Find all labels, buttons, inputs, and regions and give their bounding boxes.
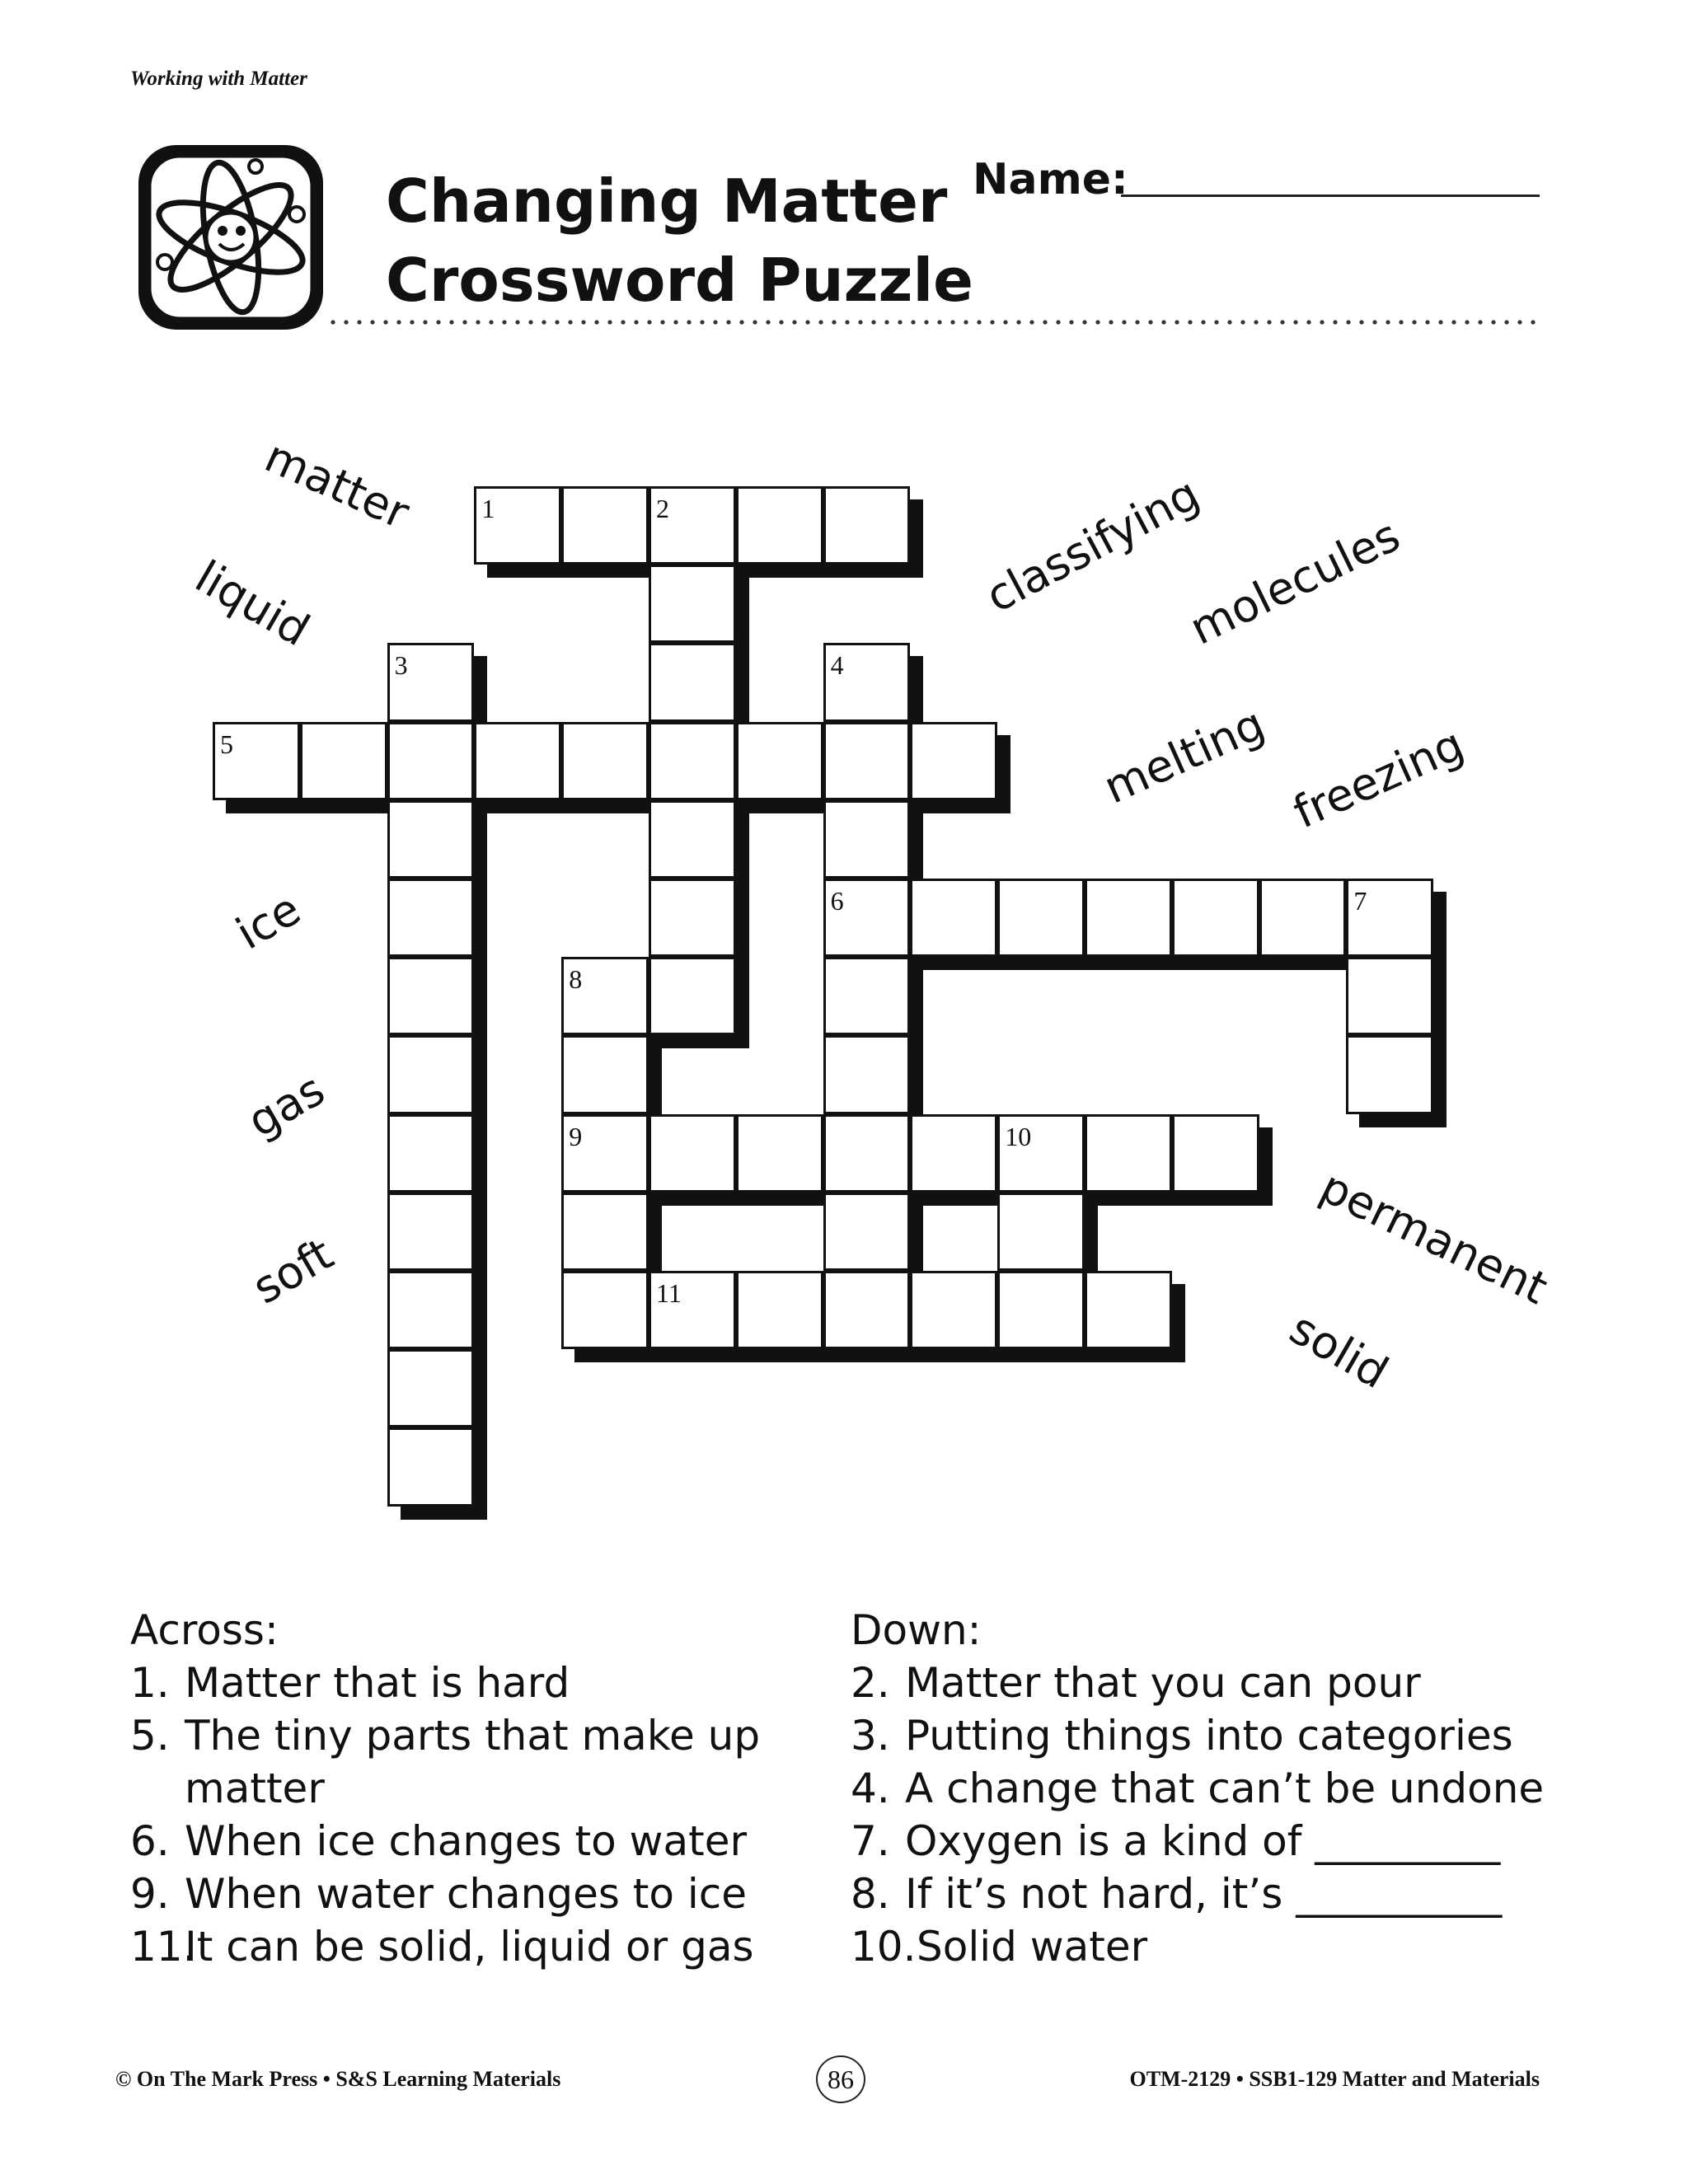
clue-text: When water changes to ice — [185, 1870, 748, 1918]
crossword-cell[interactable] — [910, 879, 997, 957]
title-line-2: Crossword Puzzle — [386, 246, 973, 315]
clue-number: 11 — [656, 1278, 682, 1308]
word-bank-melting: melting — [1096, 697, 1273, 814]
clue-text: When ice changes to water — [185, 1817, 748, 1865]
word-bank-freezing: freezing — [1286, 718, 1472, 839]
word-bank-liquid: liquid — [186, 551, 318, 657]
crossword-cell[interactable] — [649, 1271, 736, 1349]
clue-num: 2. — [851, 1659, 890, 1707]
crossword-cell[interactable] — [823, 800, 911, 879]
crossword-cell[interactable] — [823, 643, 911, 721]
clue-item — [130, 1815, 790, 1868]
clue-num: 4. — [851, 1765, 890, 1812]
word-bank-matter: matter — [257, 430, 417, 540]
clue-num: 9. — [130, 1870, 170, 1918]
clue-number: 3 — [394, 650, 408, 681]
clue-item — [851, 1762, 1592, 1815]
crossword-cell[interactable] — [823, 486, 911, 565]
clue-num: 5. — [130, 1712, 170, 1760]
clue-text: If it’s not hard, it’s __________ — [905, 1870, 1503, 1918]
crossword-cell[interactable] — [823, 722, 911, 800]
crossword-cell[interactable] — [823, 1035, 911, 1113]
crossword-cell[interactable] — [387, 1427, 475, 1506]
crossword-cell[interactable] — [387, 1114, 475, 1193]
crossword-cell[interactable] — [649, 957, 736, 1035]
clue-text: Putting things into categories — [905, 1712, 1513, 1760]
crossword-cell[interactable] — [1346, 879, 1433, 957]
clue-number: 1 — [481, 494, 495, 523]
word-bank-permanent: permanent — [1312, 1160, 1556, 1315]
crossword-cell[interactable] — [910, 722, 997, 800]
crossword-cell[interactable] — [1172, 879, 1259, 957]
crossword-cell[interactable] — [823, 1114, 911, 1193]
crossword-cell[interactable] — [561, 1035, 649, 1113]
crossword-cell[interactable] — [997, 1193, 1085, 1271]
clue-number: 5 — [220, 729, 233, 759]
crossword-cell[interactable] — [736, 1114, 823, 1193]
clue-number: 9 — [569, 1121, 583, 1151]
clue-num: 6. — [130, 1817, 170, 1865]
word-bank-gas: gas — [239, 1063, 334, 1148]
crossword-cell[interactable] — [649, 486, 736, 565]
clue-number: 7 — [1353, 886, 1367, 916]
crossword-cell[interactable] — [1259, 879, 1347, 957]
name-label: Name: — [973, 155, 1128, 204]
clue-text: The tiny parts that make up matter — [185, 1712, 761, 1812]
crossword-cell[interactable] — [300, 722, 387, 800]
crossword-cell[interactable] — [387, 1349, 475, 1427]
clue-num: 1. — [130, 1659, 170, 1707]
clue-item — [130, 1920, 790, 1973]
word-bank-classifying: classifying — [978, 467, 1208, 623]
footer-catalog: OTM-2129 • SSB1-129 Matter and Materials — [1129, 2067, 1540, 2091]
clue-num: 8. — [851, 1870, 890, 1918]
page-number: 86 — [816, 2055, 865, 2103]
clue-number: 6 — [830, 886, 844, 916]
clue-text: Matter that is hard — [185, 1659, 570, 1707]
crossword-cell[interactable] — [910, 1114, 997, 1193]
crossword-cell[interactable] — [387, 1193, 475, 1271]
crossword-cell[interactable] — [997, 879, 1085, 957]
crossword-cell[interactable] — [736, 1271, 823, 1349]
across-clues — [130, 1604, 790, 1973]
word-bank-solid: solid — [1281, 1302, 1397, 1399]
clue-item — [851, 1657, 1592, 1709]
clue-text: A change that can’t be undone — [905, 1765, 1545, 1812]
crossword-cell[interactable] — [387, 722, 475, 800]
clue-item — [130, 1657, 790, 1709]
series-title: Working with Matter — [130, 68, 307, 90]
crossword-cell[interactable] — [649, 879, 736, 957]
across-heading: Across: — [130, 1606, 279, 1654]
clue-num: 10. — [851, 1923, 917, 1971]
crossword-cell[interactable] — [649, 800, 736, 879]
word-bank-molecules: molecules — [1182, 509, 1409, 655]
crossword-cell[interactable] — [649, 565, 736, 643]
crossword-cell[interactable] — [561, 486, 649, 565]
clue-text: Solid water — [917, 1923, 1148, 1971]
down-clues — [851, 1604, 1592, 1973]
word-bank-soft: soft — [244, 1227, 342, 1315]
crossword-cell[interactable] — [561, 1271, 649, 1349]
crossword-cell[interactable] — [561, 1193, 649, 1271]
crossword-cell[interactable] — [387, 800, 475, 879]
clue-item — [851, 1815, 1592, 1868]
clue-number: 8 — [569, 964, 583, 995]
title-line-1: Changing Matter — [386, 166, 948, 236]
crossword-cell[interactable] — [823, 879, 911, 957]
crossword-cell[interactable] — [387, 879, 475, 957]
crossword-cell[interactable] — [1085, 1114, 1172, 1193]
clue-num: 7. — [851, 1817, 890, 1865]
clue-text: Oxygen is a kind of _________ — [905, 1817, 1501, 1865]
footer-copyright: © On The Mark Press • S&S Learning Materials — [115, 2067, 561, 2091]
crossword-cell[interactable] — [1346, 957, 1433, 1035]
crossword-cell[interactable] — [387, 1035, 475, 1113]
crossword-cell[interactable] — [736, 486, 823, 565]
crossword-cell[interactable] — [1172, 1114, 1259, 1193]
crossword-cell[interactable] — [387, 1271, 475, 1349]
clue-number: 10 — [1005, 1121, 1032, 1151]
crossword-cell[interactable] — [1085, 879, 1172, 957]
crossword-cell[interactable] — [823, 1193, 911, 1271]
crossword-cell[interactable] — [387, 957, 475, 1035]
crossword-cell[interactable] — [823, 957, 911, 1035]
clue-num: 3. — [851, 1712, 890, 1760]
clue-num: 11. — [130, 1923, 196, 1971]
crossword-cell[interactable] — [997, 1271, 1085, 1349]
crossword-cell[interactable] — [649, 722, 736, 800]
clue-text: Matter that you can pour — [905, 1659, 1421, 1707]
clue-item — [130, 1868, 790, 1920]
clue-item — [851, 1920, 1592, 1973]
word-bank-ice: ice — [227, 883, 309, 960]
crossword-cell[interactable] — [561, 1114, 649, 1193]
crossword-cell[interactable] — [997, 1114, 1085, 1193]
clue-text: It can be solid, liquid or gas — [185, 1923, 754, 1971]
crossword-cell[interactable] — [910, 1271, 997, 1349]
clue-item — [130, 1709, 790, 1815]
crossword-cell[interactable] — [1346, 1035, 1433, 1113]
crossword-cell[interactable] — [387, 643, 475, 721]
crossword-cell[interactable] — [213, 722, 300, 800]
crossword-cell[interactable] — [561, 957, 649, 1035]
crossword-cell[interactable] — [649, 1114, 736, 1193]
crossword-cell[interactable] — [649, 643, 736, 721]
crossword-cell[interactable] — [823, 1271, 911, 1349]
crossword-cell[interactable] — [1085, 1271, 1172, 1349]
crossword-cell[interactable] — [561, 722, 649, 800]
down-heading: Down: — [851, 1606, 982, 1654]
clue-number: 4 — [830, 650, 844, 681]
clue-number: 2 — [656, 494, 669, 523]
crossword-cell[interactable] — [474, 722, 561, 800]
clue-item — [851, 1709, 1592, 1762]
crossword-cell[interactable] — [474, 486, 561, 565]
clue-item — [851, 1868, 1592, 1920]
crossword-cell[interactable] — [736, 722, 823, 800]
